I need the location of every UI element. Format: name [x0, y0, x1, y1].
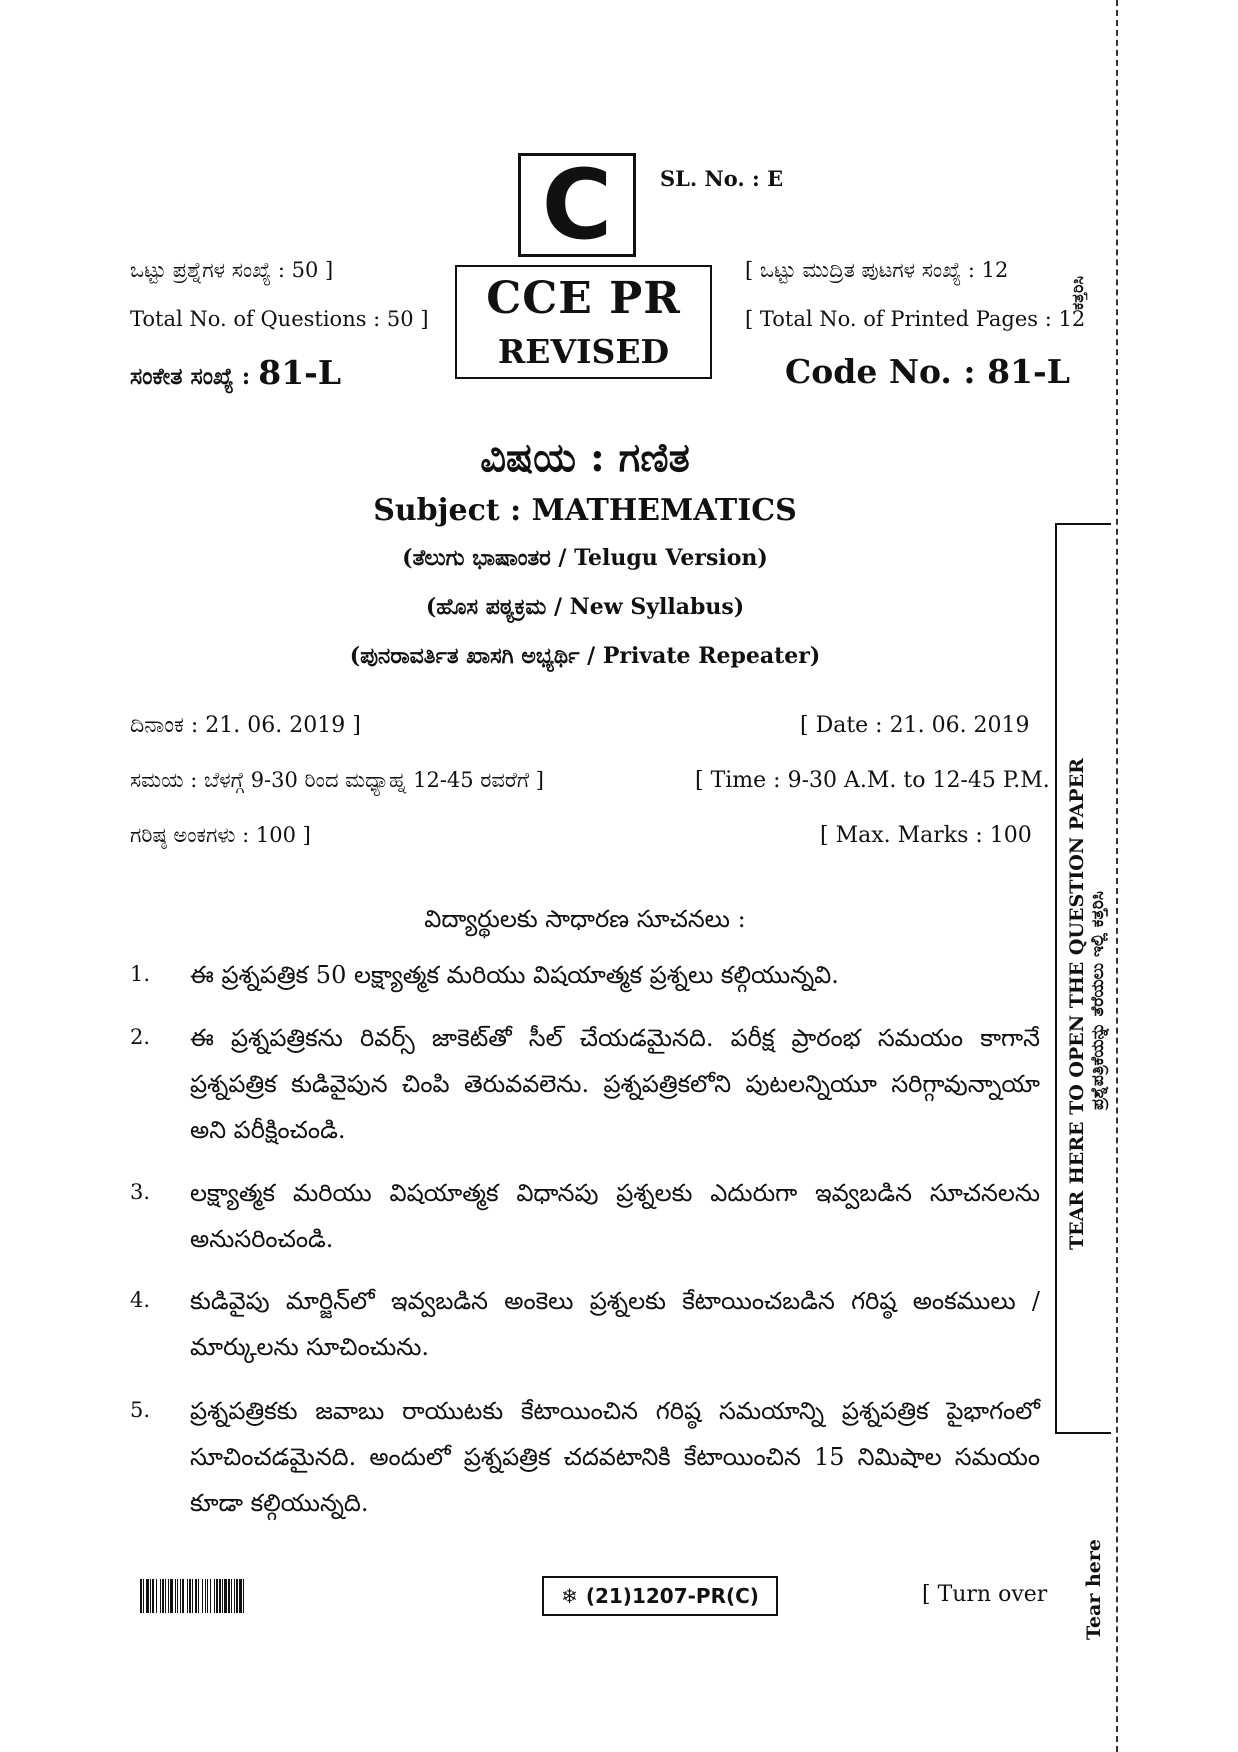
exam-type-title: CCE PR [486, 273, 681, 324]
tear-here-english: Tear here [1083, 1539, 1105, 1640]
turn-over-note: [ Turn over [922, 1582, 1048, 1607]
total-pages-english: [ Total No. of Printed Pages : 12 [745, 307, 1086, 331]
instruction-number: 2. [130, 1025, 151, 1049]
instruction-text: లక్ష్యాత్మక మరియు విషయాత్మక విధానపు ప్రశ్నలకు ఎదురుగా ఇవ్వబడిన సూచనలను అనుసరించండి. [190, 1179, 1040, 1253]
version-letter: C [541, 149, 613, 261]
exam-type-subtitle: REVISED [497, 332, 670, 371]
code-number-kannada [130, 353, 341, 392]
syllabus-line: (ಹೊಸ ಪಠ್ಯಕ್ರಮ / New Syllabus) [425, 594, 745, 620]
snowflake-icon: ❄ [561, 1584, 578, 1608]
tear-dashed-line [1116, 0, 1118, 1752]
max-marks-english: [ Max. Marks : 100 [820, 823, 1032, 848]
max-marks-kannada: ಗರಿಷ್ಠ ಅಂಕಗಳು : 100 ] [130, 823, 311, 847]
barcode [140, 1579, 385, 1613]
instructions-title: విద్యార్థులకు సాధారణ సూచనలు : [424, 905, 746, 933]
total-questions-kannada: ಒಟ್ಟು ಪ್ರಶ್ನೆಗಳ ಸಂಖ್ಯೆ : 50 ] [130, 258, 334, 282]
exam-date-english: [ Date : 21. 06. 2019 [800, 713, 1030, 738]
instruction-number: 4. [130, 1288, 151, 1312]
exam-time-kannada: ಸಮಯ : ಬೆಳಗ್ಗೆ 9-30 ರಿಂದ ಮಧ್ಯಾಹ್ನ 12-45 ರವರೆಗೆ ] [130, 768, 544, 792]
paper-code: (21)1207-PR(C) [585, 1584, 759, 1608]
instruction-number: 5. [130, 1398, 151, 1422]
total-pages-kannada: [ ಒಟ್ಟು ಮುದ್ರಿತ ಪುಟಗಳ ಸಂಖ್ಯೆ : 12 [745, 258, 1009, 282]
barcode-stripe [244, 1579, 246, 1613]
code-label-kannada: ಸಂಕೇತ ಸಂಖ್ಯೆ : [130, 363, 259, 390]
language-version: (ತೆಲುಗು ಭಾಷಾಂತರ / Telugu Version) [402, 545, 768, 571]
instruction-number: 3. [130, 1180, 151, 1204]
tear-here-kannada-top: ಕತ್ತರಿಸಿ [1068, 276, 1087, 310]
exam-time-english: [ Time : 9-30 A.M. to 12-45 P.M. [695, 768, 1050, 793]
instruction-text: ఈ ప్రశ్నపత్రిక 50 లక్ష్యాత్మక మరియు విషయాత్మక ప్రశ్నలు కల్గియున్నవి. [190, 961, 839, 989]
exam-type-box [455, 265, 712, 379]
code-value-kannada: 81-L [258, 353, 342, 392]
instruction-text: ఈ ప్రశ్నపత్రికను రివర్స్ జాకెట్‌తో సీల్ చేయడమైనది. పరీక్ష ప్రారంభ సమయం కాగానే ప్రశ్నపత్రిక కుడివైపున చింపి తెరువవలెను. ప్రశ్నపత్రికలోని పుటలన్నియూ సరిగ్గావున్నాయా అని పరీక్షించండి. [190, 1024, 1040, 1144]
code-number-english: Code No. : 81-L [785, 352, 1070, 391]
candidate-type: (ಪುನರಾವರ್ತಿತ ಖಾಸಗಿ ಅಭ್ಯರ್ಥಿ / Private Repeater) [349, 643, 821, 669]
subject-kannada: ವಿಷಯ : ಗಣಿತ [480, 434, 690, 481]
tear-instruction-kannada: ಪ್ರಶ್ನೆಪತ್ರಿಕೆಯನ್ನು ತೆರೆಯಲು ಇಲ್ಲಿ ಕತ್ತರಿಸಿ [1088, 891, 1108, 1110]
instruction-text: ప్రశ్నపత్రికకు జవాబు రాయుటకు కేటాయించిన గరిష్ఠ సమయాన్ని ప్రశ్నపత్రిక పైభాగంలో సూచించడమైనది. అందులో ప్రశ్నపత్రిక చదవటానికి కేటాయించిన 15 నిమిషాల సమయం కూడా కల్గియున్నది. [190, 1397, 1040, 1517]
instruction-text: కుడివైపు మార్జిన్‌లో ఇవ్వబడిన అంకెలు ప్రశ్నలకు కేటాయించబడిన గరిష్ఠ అంకములు / మార్కులను సూచించును. [190, 1287, 1040, 1361]
subject-english: Subject : MATHEMATICS [373, 493, 797, 528]
exam-date-kannada: ದಿನಾಂಕ : 21. 06. 2019 ] [130, 713, 361, 738]
tear-instruction-english: TEAR HERE TO OPEN THE QUESTION PAPER [1066, 758, 1088, 1250]
paper-code-box [542, 1576, 778, 1616]
instruction-number: 1. [130, 962, 151, 986]
serial-number: SL. No. : E [660, 166, 784, 191]
version-letter-box [518, 149, 636, 261]
total-questions-english: Total No. of Questions : 50 ] [130, 307, 429, 331]
